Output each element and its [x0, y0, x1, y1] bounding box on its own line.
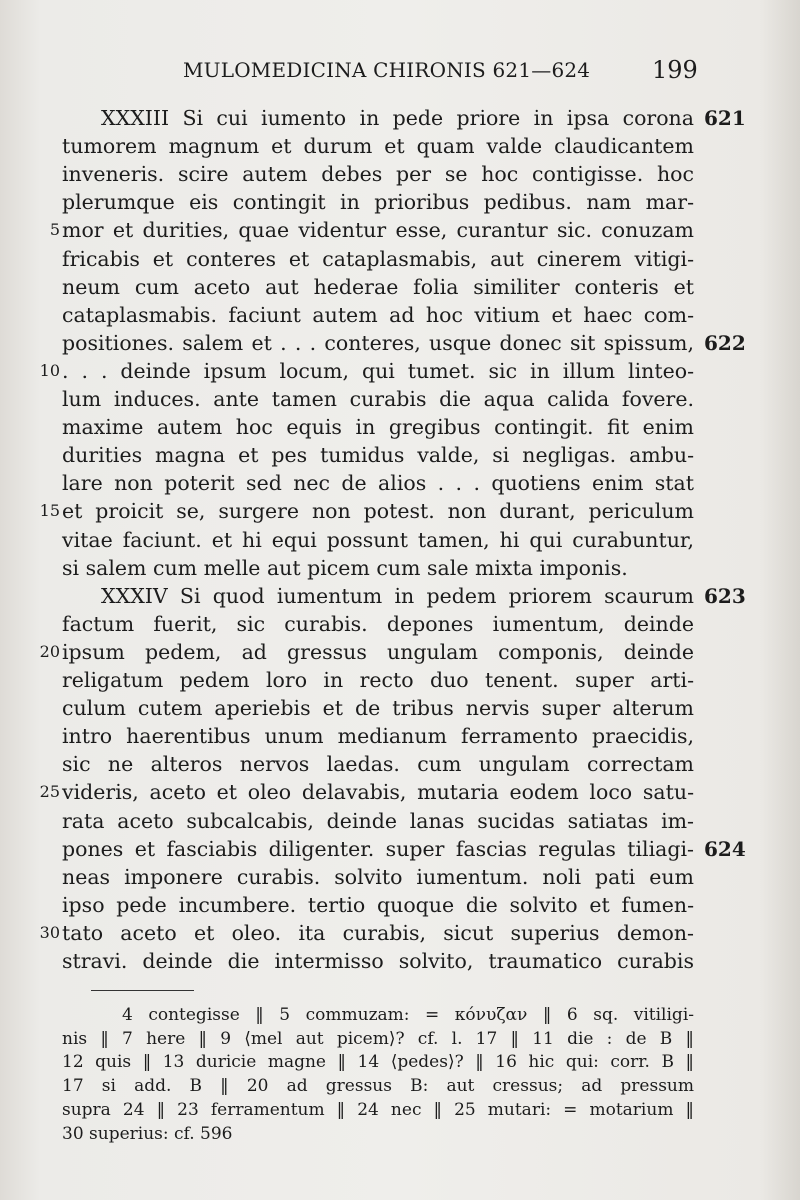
footnote-line: supra 24 ‖ 23 ferramentum ‖ 24 nec ‖ 25 mutari: = motarium ‖ — [62, 1100, 694, 1120]
text-line: intro haerentibus unum medianum ferramento praecidis, — [62, 724, 694, 748]
running-title: MULOMEDICINA CHIRONIS 621—624 — [183, 58, 591, 82]
line-number: 20 — [39, 642, 60, 661]
text-line: ipsum pedem, ad gressus ungulam componis, deinde — [62, 640, 694, 664]
text-line: sic ne alteros nervos laedas. cum ungulam correctam — [62, 752, 694, 776]
text-line: stravi. deinde die intermisso solvito, traumatico curabis — [62, 949, 694, 973]
text-line: positiones. salem et . . . conteres, usque donec sit spissum, — [62, 331, 694, 355]
text-line: factum fuerit, sic curabis. depones iumentum, deinde — [62, 612, 694, 636]
text-line: XXXIV Si quod iumentum in pedem priorem scaurum — [101, 584, 694, 608]
text-line: neas imponere curabis. solvito iumentum. noli pati eum — [62, 865, 694, 889]
footnote-line: 12 quis ‖ 13 duricie magne ‖ 14 ⟨pedes⟩? ‖ 16 hic qui: corr. B ‖ — [62, 1052, 694, 1072]
text-line: lum induces. ante tamen curabis die aqua calida fovere. — [62, 387, 694, 411]
footnote-line: 30 superius: cf. 596 — [62, 1124, 233, 1144]
text-line: neum cum aceto aut hederae folia similiter conteris et — [62, 275, 694, 299]
text-line: fricabis et conteres et cataplasmabis, aut cinerem vitigi- — [62, 247, 694, 271]
footnote-line: nis ‖ 7 here ‖ 9 ⟨mel aut picem⟩? cf. l. 17 ‖ 11 die : de B ‖ — [62, 1029, 694, 1049]
text-line: ipso pede incumbere. tertio quoque die solvito et fumen- — [62, 893, 694, 917]
line-number: 15 — [39, 501, 60, 520]
page-header — [0, 58, 800, 92]
text-line: cataplasmabis. faciunt autem ad hoc vitium et haec com- — [62, 303, 694, 327]
footnote-line: 4 contegisse ‖ 5 commuzam: = κόνυζαν ‖ 6 sq. vitiligi- — [122, 1005, 694, 1025]
margin-section-number: 621 — [704, 106, 746, 130]
text-line: inveneris. scire autem debes per se hoc contigisse. hoc — [62, 162, 694, 186]
text-line: tumorem magnum et durum et quam valde claudicantem — [62, 134, 694, 158]
text-line: maxime autem hoc equis in gregibus contingit. fit enim — [62, 415, 694, 439]
text-line: . . . deinde ipsum locum, qui tumet. sic in illum linteo- — [62, 359, 694, 383]
text-line: et proicit se, surgere non potest. non durant, periculum — [62, 499, 694, 523]
text-line: pones et fasciabis diligenter. super fascias regulas tiliagi- — [62, 837, 694, 861]
text-line: mor et durities, quae videntur esse, curantur sic. conuzam — [62, 218, 694, 242]
text-line: vitae faciunt. et hi equi possunt tamen, hi qui curabuntur, — [62, 528, 694, 552]
text-line: plerumque eis contingit in prioribus pedibus. nam mar- — [62, 190, 694, 214]
text-line: lare non poterit sed nec de alios . . . quotiens enim stat — [62, 471, 694, 495]
line-number: 25 — [39, 782, 60, 801]
page-number: 199 — [652, 56, 698, 84]
margin-section-number: 622 — [704, 331, 746, 355]
margin-section-number: 623 — [704, 584, 746, 608]
margin-section-number: 624 — [704, 837, 746, 861]
footnote-line: 17 si add. B ‖ 20 ad gressus B: aut cressus; ad pressum — [62, 1076, 694, 1096]
line-number: 5 — [49, 220, 60, 239]
text-line: si salem cum melle aut picem cum sale mixta imponis. — [62, 556, 628, 580]
text-line: durities magna et pes tumidus valde, si negligas. ambu- — [62, 443, 694, 467]
text-line: rata aceto subcalcabis, deinde lanas sucidas satiatas im- — [62, 809, 694, 833]
text-line: videris, aceto et oleo delavabis, mutaria eodem loco satu- — [62, 780, 694, 804]
text-line: culum cutem aperiebis et de tribus nervis super alterum — [62, 696, 694, 720]
line-number: 30 — [39, 923, 60, 942]
line-number: 10 — [39, 361, 60, 380]
text-line: religatum pedem loro in recto duo tenent. super arti- — [62, 668, 694, 692]
text-line: XXXIII Si cui iumento in pede priore in ipsa corona — [101, 106, 694, 130]
text-line: tato aceto et oleo. ita curabis, sicut superius demon- — [62, 921, 694, 945]
footnote-rule — [91, 990, 194, 991]
